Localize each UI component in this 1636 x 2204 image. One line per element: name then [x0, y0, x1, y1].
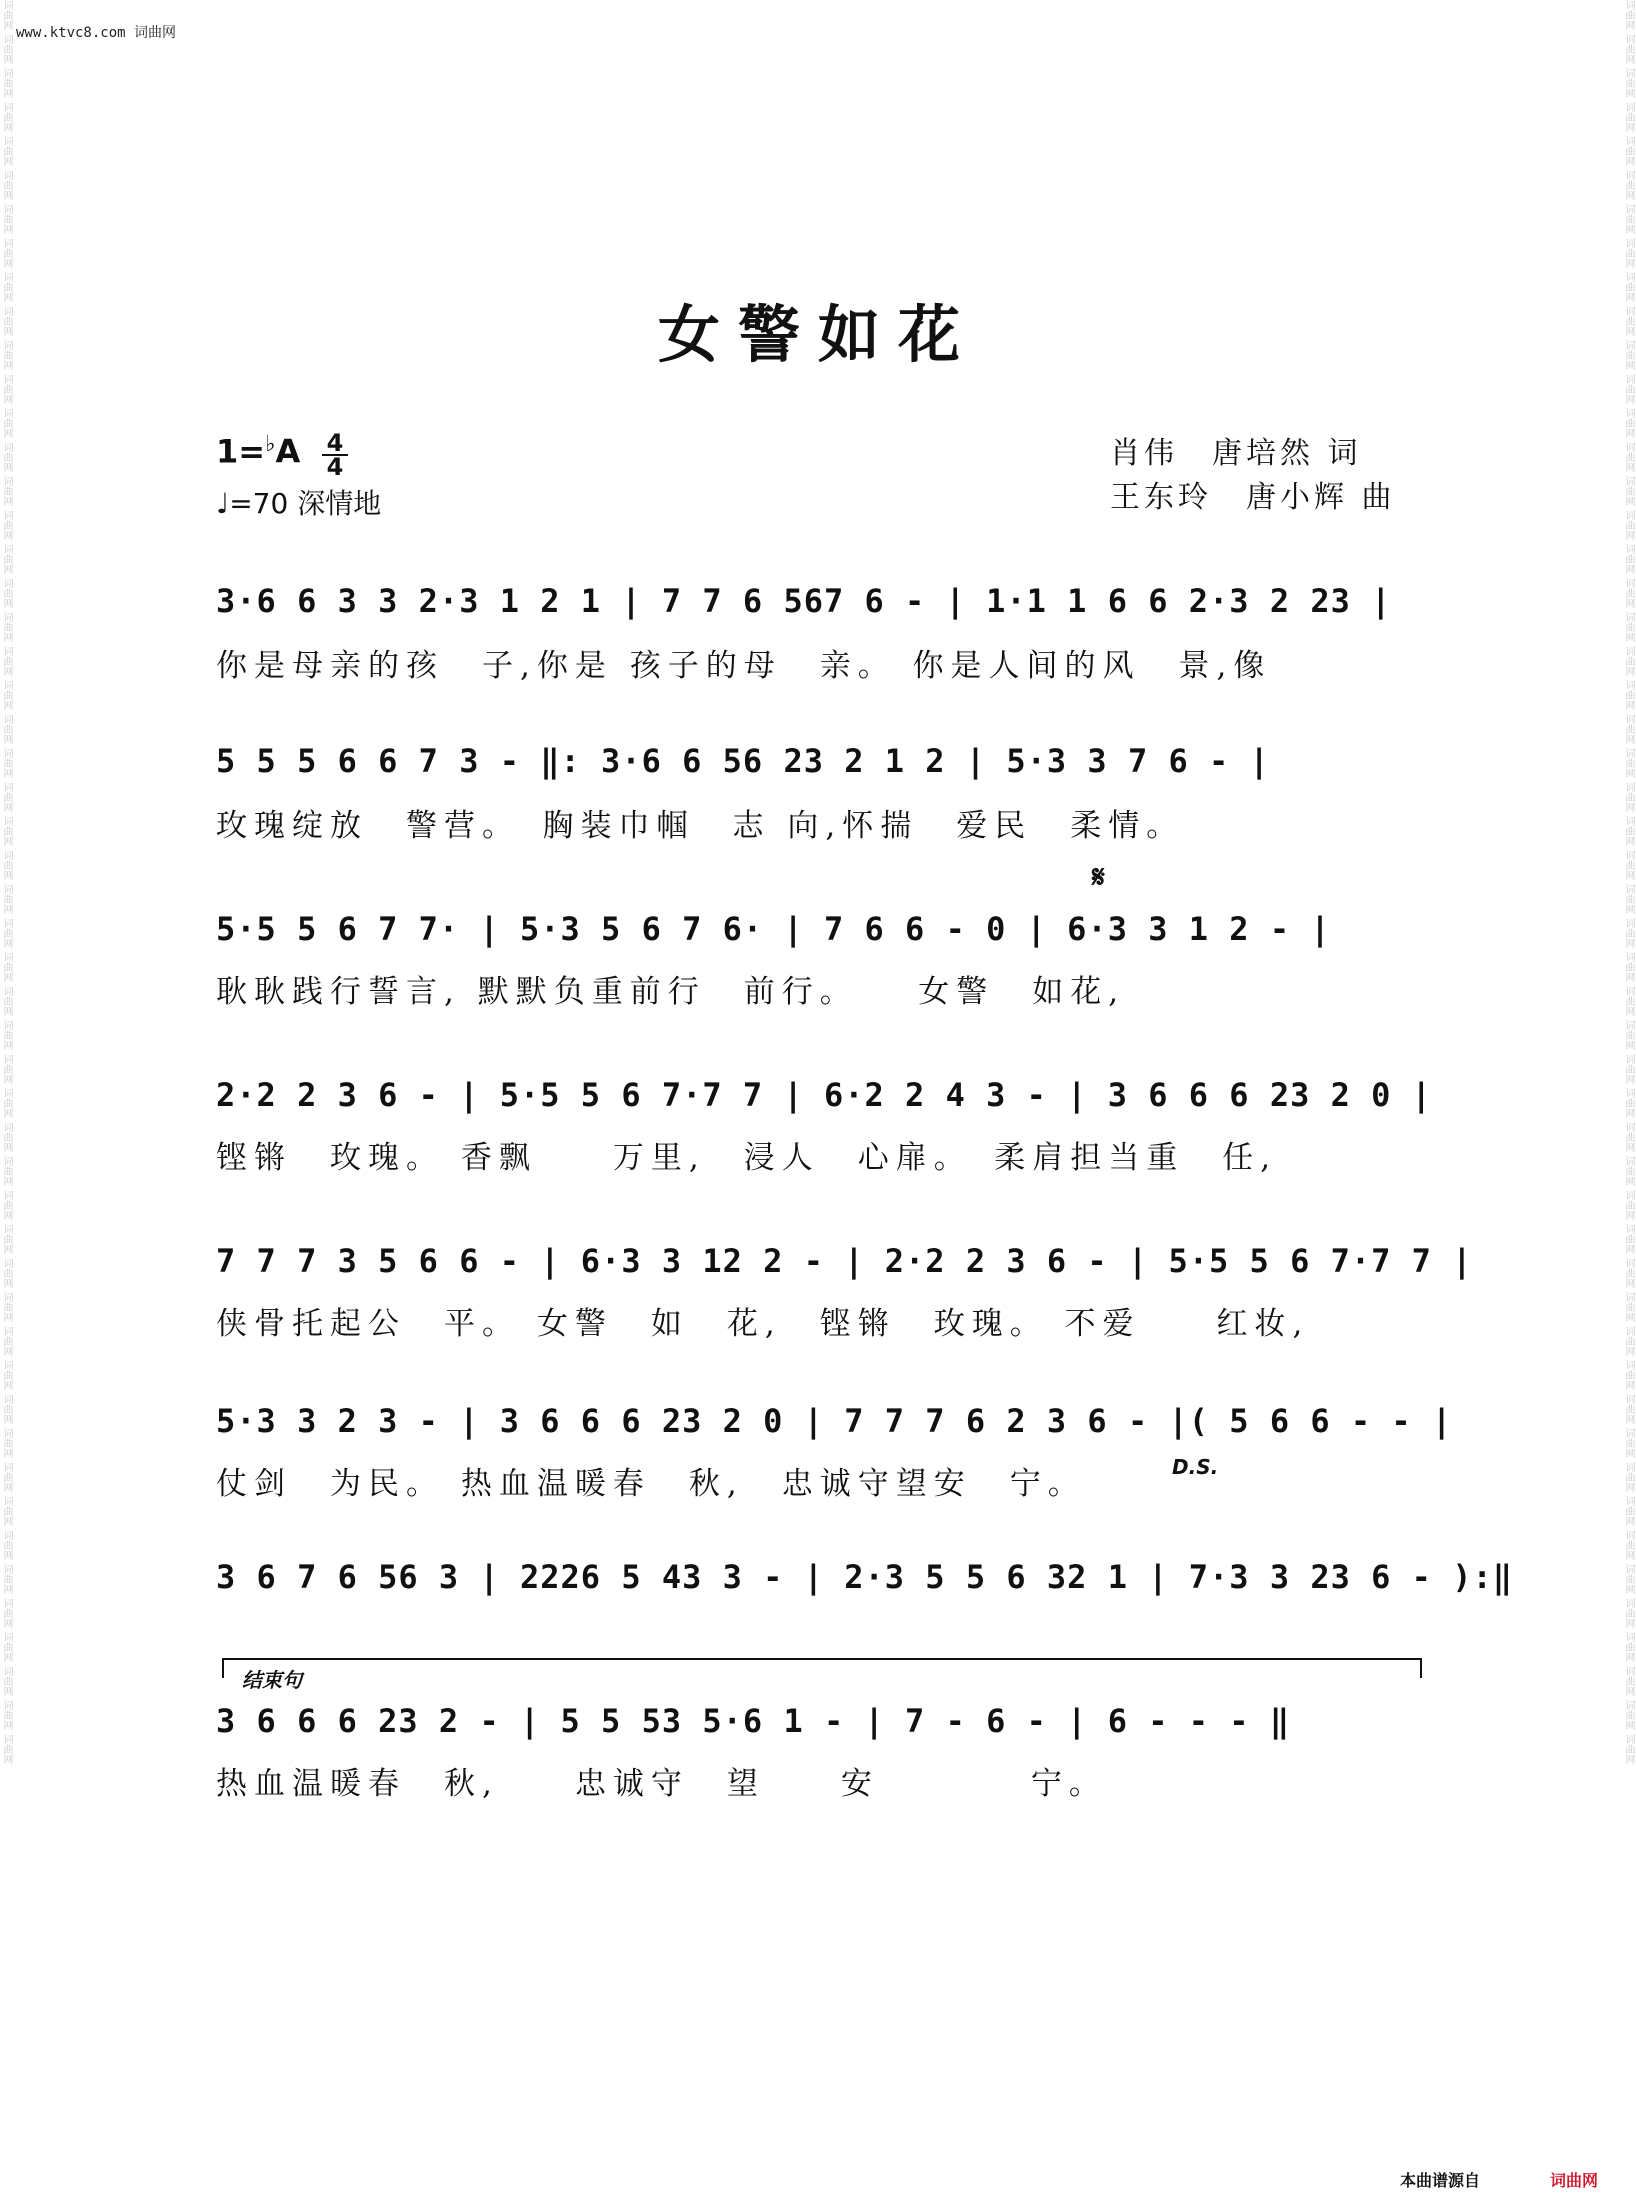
- watermark-text: 词曲网: [1, 1462, 12, 1492]
- watermark-text: 词曲网: [1, 1326, 12, 1356]
- watermark-text: 词曲网: [1623, 272, 1634, 302]
- watermark-text: 词曲网: [1623, 680, 1634, 710]
- watermark-text: 词曲网: [1, 1224, 12, 1254]
- watermark-text: 词曲网: [1, 1394, 12, 1424]
- notation-line-5: 7 7 7 3 5 6 6 - | 6·3 3 12 2 - | 2·2 2 3 6 - | 5·5 5 6 7·7 7 |: [216, 1242, 1473, 1280]
- watermark-text: 词曲网: [1, 102, 12, 132]
- site-header: www.ktvc8.com 词曲网: [16, 25, 177, 41]
- dal-segno-mark: D.S.: [1172, 1455, 1219, 1479]
- watermark-text: 词曲网: [1623, 612, 1634, 642]
- watermark-text: 词曲网: [1623, 1326, 1634, 1356]
- watermark-text: 词曲网: [1, 612, 12, 642]
- notation-line-8: 3 6 6 6 23 2 - | 5 5 53 5·6 1 - | 7 - 6 - | 6 - - - ‖: [216, 1702, 1291, 1740]
- watermark-text: 词曲网: [1, 1564, 12, 1594]
- watermark-text: 词曲网: [1623, 306, 1634, 336]
- watermark-text: 词曲网: [1623, 374, 1634, 404]
- watermark-text: 词曲网: [1, 1496, 12, 1526]
- time-signature: [322, 429, 348, 481]
- watermark-text: 词曲网: [1, 306, 12, 336]
- watermark-text: 词曲网: [1623, 408, 1634, 438]
- watermark-text: 词曲网: [1623, 646, 1634, 676]
- watermark-text: 词曲网: [1, 1598, 12, 1628]
- watermark-text: 词曲网: [1623, 204, 1634, 234]
- watermark-text: 词曲网: [1, 646, 12, 676]
- meter-bottom: 4: [322, 454, 348, 478]
- watermark-text: 词曲网: [1, 204, 12, 234]
- key-signature: [216, 432, 300, 471]
- watermark-text: 词曲网: [1, 918, 12, 948]
- watermark-text: 词曲网: [1623, 1360, 1634, 1390]
- watermark-text: 词曲网: [1, 1530, 12, 1560]
- watermark-text: 词曲网: [1, 1088, 12, 1118]
- watermark-text: 词曲网: [1, 850, 12, 880]
- notation-line-1: 3·6 6 3 3 2·3 1 2 1 | 7 7 6 567 6 - | 1·1 1 6 6 2·3 2 23 |: [216, 582, 1392, 620]
- notation-line-3: 5·5 5 6 7 7· | 5·3 5 6 7 6· | 7 6 6 - 0 | 6·3 3 1 2 - |: [216, 910, 1331, 948]
- watermark-text: 词曲网: [1, 1666, 12, 1696]
- watermark-text: 词曲网: [1, 544, 12, 574]
- watermark-text: 词曲网: [1623, 816, 1634, 846]
- watermark-text: 词曲网: [1623, 238, 1634, 268]
- footer-brand-link[interactable]: 词曲网: [1550, 2171, 1599, 2190]
- watermark-text: 词曲网: [1623, 1428, 1634, 1458]
- key-note: A: [275, 432, 301, 471]
- watermark-text: 词曲网: [1623, 986, 1634, 1016]
- watermark-text: 词曲网: [1, 1632, 12, 1662]
- lyrics-line-8: 热血温暖春 秋, 忠诚守 望 安 宁。: [216, 1766, 1107, 1802]
- watermark-text: 词曲网: [1, 442, 12, 472]
- watermark-text: 词曲网: [1623, 1394, 1634, 1424]
- watermark-text: 词曲网: [1, 816, 12, 846]
- lyrics-line-3: 耿耿践行誓言, 默默负重前行 前行。 女警 如花,: [216, 974, 1126, 1010]
- watermark-text: 词曲网: [1623, 102, 1634, 132]
- watermark-text: 词曲网: [1, 238, 12, 268]
- watermark-text: 词曲网: [1, 782, 12, 812]
- tempo-value: =70: [229, 487, 289, 520]
- watermark-text: 词曲网: [1, 374, 12, 404]
- watermark-text: 词曲网: [1623, 1292, 1634, 1322]
- watermark-text: 词曲网: [1623, 1156, 1634, 1186]
- tempo-marking: [216, 482, 381, 522]
- expression-mark: 深情地: [297, 487, 382, 520]
- key-prefix: 1=: [216, 432, 266, 471]
- watermark-text: 词曲网: [1, 952, 12, 982]
- watermark-text: 词曲网: [1, 1020, 12, 1050]
- watermark-text: 词曲网: [1, 680, 12, 710]
- watermark-text: 词曲网: [1, 986, 12, 1016]
- watermark-text: 词曲网: [1623, 1054, 1634, 1084]
- watermark-text: 词曲网: [1623, 1462, 1634, 1492]
- watermark-text: 词曲网: [1623, 1598, 1634, 1628]
- watermark-text: 词曲网: [1, 1360, 12, 1390]
- watermark-text: 词曲网: [1, 1292, 12, 1322]
- footer-source-label: 本曲谱源自: [1400, 2171, 1481, 2190]
- watermark-text: 词曲网: [1, 34, 12, 64]
- watermark-text: 词曲网: [1623, 1530, 1634, 1560]
- watermark-text: 词曲网: [1623, 340, 1634, 370]
- watermark-text: 词曲网: [1623, 1700, 1634, 1730]
- notation-line-6: 5·3 3 2 3 - | 3 6 6 6 23 2 0 | 7 7 7 6 2 3 6 - |( 5 6 6 - - |: [216, 1402, 1453, 1440]
- watermark-text: 词曲网: [1623, 918, 1634, 948]
- watermark-text: 词曲网: [1623, 1224, 1634, 1254]
- watermark-text: 词曲网: [1623, 1020, 1634, 1050]
- watermark-text: 词曲网: [1, 68, 12, 98]
- watermark-text: 词曲网: [1, 272, 12, 302]
- watermark-text: 词曲网: [1623, 1632, 1634, 1662]
- watermark-text: 词曲网: [1623, 68, 1634, 98]
- watermark-text: 词曲网: [1623, 884, 1634, 914]
- segno-sign: 𝄋: [1092, 860, 1105, 895]
- watermark-text: 词曲网: [1, 1190, 12, 1220]
- ending-label: 结束句: [242, 1668, 302, 1692]
- watermark-text: 词曲网: [1, 0, 12, 30]
- lyrics-line-6: 仗剑 为民。 热血温暖春 秋, 忠诚守望安 宁。: [216, 1466, 1086, 1502]
- watermark-text: 词曲网: [1623, 1258, 1634, 1288]
- watermark-text: 词曲网: [1623, 510, 1634, 540]
- watermark-text: 词曲网: [1623, 170, 1634, 200]
- watermark-text: 词曲网: [1623, 714, 1634, 744]
- watermark-text: 词曲网: [1623, 544, 1634, 574]
- watermark-text: 词曲网: [1, 1428, 12, 1458]
- watermark-text: 词曲网: [1, 1734, 12, 1764]
- watermark-text: 词曲网: [1623, 850, 1634, 880]
- watermark-text: 词曲网: [1, 1258, 12, 1288]
- watermark-text: 词曲网: [1, 1156, 12, 1186]
- watermark-text: 词曲网: [1, 1122, 12, 1152]
- watermark-text: 词曲网: [1623, 136, 1634, 166]
- watermark-text: 词曲网: [1, 510, 12, 540]
- watermark-text: 词曲网: [1623, 476, 1634, 506]
- notation-line-2: 5 5 5 6 6 7 3 - ‖: 3·6 6 56 23 2 1 2 | 5·3 3 7 6 - |: [216, 742, 1270, 780]
- lyrics-line-2: 玫瑰绽放 警营。 胸装巾帼 志 向,怀揣 爱民 柔情。: [216, 808, 1185, 844]
- watermark-text: 词曲网: [1, 136, 12, 166]
- watermark-text: 词曲网: [1, 408, 12, 438]
- watermark-text: 词曲网: [1623, 748, 1634, 778]
- watermark-text: 词曲网: [1623, 1088, 1634, 1118]
- watermark-text: 词曲网: [1623, 0, 1634, 30]
- watermark-text: 词曲网: [1623, 1190, 1634, 1220]
- watermark-text: 词曲网: [1623, 442, 1634, 472]
- quarter-note-icon: ♩: [216, 487, 230, 520]
- ending-bracket: [222, 1658, 1422, 1678]
- lyrics-line-4: 铿锵 玫瑰。 香飘 万里, 浸人 心扉。 柔肩担当重 任,: [216, 1140, 1278, 1176]
- notation-line-4: 2·2 2 3 6 - | 5·5 5 6 7·7 7 | 6·2 2 4 3 - | 3 6 6 6 23 2 0 |: [216, 1076, 1432, 1114]
- lyrics-line-1: 你是母亲的孩 子,你是 孩子的母 亲。 你是人间的风 景,像: [216, 648, 1272, 684]
- watermark-text: 词曲网: [1623, 1496, 1634, 1526]
- watermark-text: 词曲网: [1623, 952, 1634, 982]
- watermark-text: 词曲网: [1623, 578, 1634, 608]
- notation-line-7: 3 6 7 6 56 3 | 2226 5 43 3 - | 2·3 5 5 6 32 1 | 7·3 3 23 6 - ):‖: [216, 1558, 1513, 1596]
- watermark-text: 词曲网: [1, 578, 12, 608]
- watermark-text: 词曲网: [1, 170, 12, 200]
- watermark-text: 词曲网: [1623, 1734, 1634, 1764]
- watermark-text: 词曲网: [1, 714, 12, 744]
- lyrics-line-5: 侠骨托起公 平。 女警 如 花, 铿锵 玫瑰。 不爱 红妆,: [216, 1306, 1310, 1342]
- watermark-text: 词曲网: [1, 748, 12, 778]
- watermark-text: 词曲网: [1623, 782, 1634, 812]
- composer-credit: 王东玲 唐小辉 曲: [1110, 480, 1396, 515]
- watermark-text: 词曲网: [1, 1700, 12, 1730]
- watermark-text: 词曲网: [1623, 1666, 1634, 1696]
- watermark-text: 词曲网: [1623, 1122, 1634, 1152]
- meter-top: 4: [326, 429, 344, 457]
- watermark-text: 词曲网: [1, 340, 12, 370]
- song-title: 女警如花: [657, 298, 978, 371]
- watermark-text: 词曲网: [1623, 34, 1634, 64]
- flat-sign: ♭: [265, 432, 276, 457]
- watermark-text: 词曲网: [1, 476, 12, 506]
- watermark-text: 词曲网: [1, 1054, 12, 1084]
- watermark-text: 词曲网: [1623, 1564, 1634, 1594]
- lyricist-credit: 肖伟 唐培然 词: [1110, 436, 1362, 471]
- watermark-text: 词曲网: [1, 884, 12, 914]
